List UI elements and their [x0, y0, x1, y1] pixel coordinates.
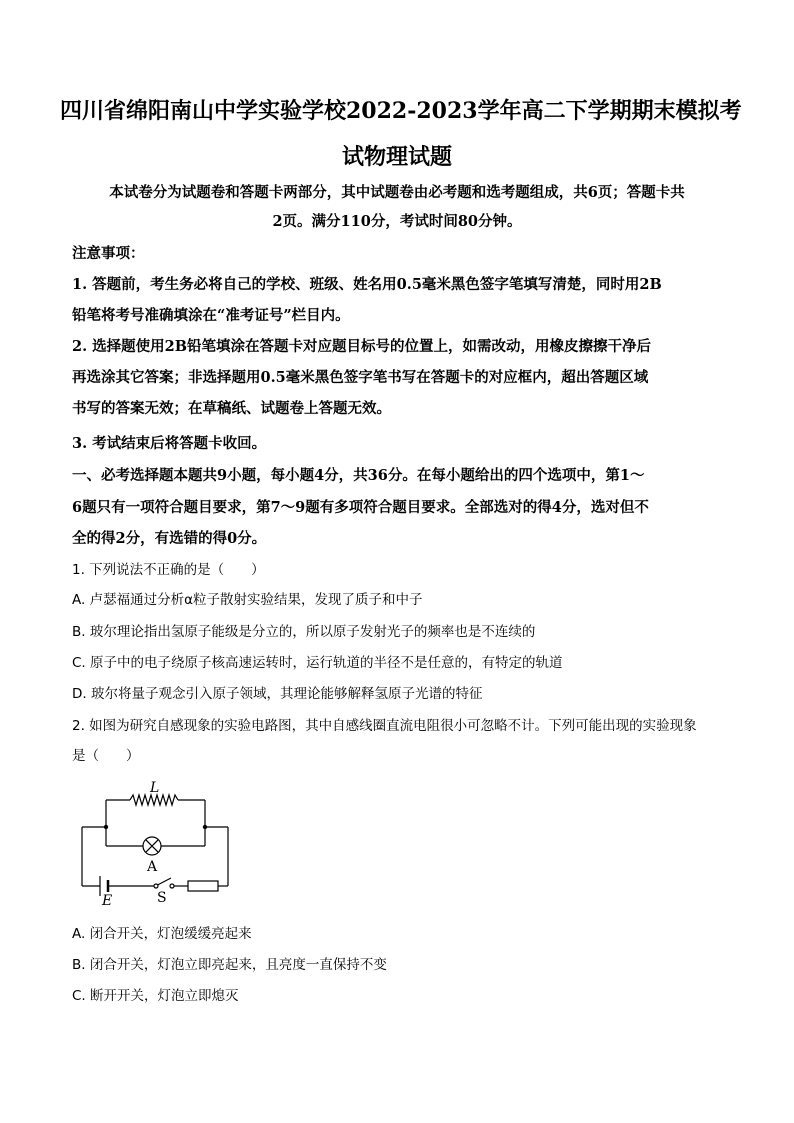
page-title-line1: 四川省绵阳南山中学实验学校2022-2023学年高二下学期期末模拟考	[60, 98, 742, 124]
notice-item1-line2: 铅笔将考号准确填涂在“准考证号”栏目内。	[72, 307, 350, 324]
lamp-icon	[143, 837, 161, 855]
q2-option-a: A. 闭合开关，灯泡缓缓亮起来	[72, 926, 252, 942]
section1-line3: 全的得2分，有选错的得0分。	[72, 530, 267, 547]
section1-line1: 一、必考选择题本题共9小题，每小题4分，共36分。在每小题给出的四个选项中，第1～	[72, 467, 645, 484]
notice-heading: 注意事项：	[72, 245, 145, 262]
notice-item1-line1: 1. 答题前，考生务必将自己的学校、班级、姓名用0.5毫米黑色签字笔填写清楚，同时用2B	[72, 276, 662, 293]
q2-stem-line1: 2. 如图为研究自感现象的实验电路图，其中自感线圈直流电阻很小可忽略不计。下列可能出现的实验现象	[72, 718, 697, 734]
notice-item2-line1: 2. 选择题使用2B铅笔填涂在答题卡对应题目标号的位置上，如需改动，用橡皮擦擦干净后	[72, 338, 652, 355]
switch-icon	[154, 878, 174, 888]
notice-item2-line3: 书写的答案无效；在草稿纸、试题卷上答题无效。	[72, 400, 391, 417]
circuit-diagram	[70, 775, 240, 910]
label-switch: S	[157, 890, 167, 906]
section1-line2: 6题只有一项符合题目要求，第7～9题有多项符合题目要求。全部选对的得4分，选对但不	[72, 499, 649, 516]
label-battery: E	[102, 893, 113, 909]
label-inductor: L	[150, 780, 160, 796]
notice-item2-line2: 再选涂其它答案；非选择题用0.5毫米黑色签字笔书写在答题卡的对应框内，超出答题区域	[72, 369, 649, 386]
resistor-icon	[188, 881, 218, 891]
label-lamp: A	[147, 859, 158, 875]
q2-option-b: B. 闭合开关，灯泡立即亮起来，且亮度一直保持不变	[72, 957, 387, 973]
intro-line2: 2页。满分110分，考试时间80分钟。	[272, 213, 522, 230]
q1-option-a: A. 卢瑟福通过分析α粒子散射实验结果，发现了质子和中子	[72, 592, 423, 608]
inductor-coil-icon	[130, 795, 178, 805]
q1-option-d: D. 玻尔将量子观念引入原子领域，其理论能够解释氢原子光谱的特征	[72, 686, 483, 702]
q1-option-b: B. 玻尔理论指出氢原子能级是分立的，所以原子发射光子的频率也是不连续的	[72, 624, 536, 640]
q2-stem-line2: 是（ ）	[72, 748, 140, 764]
q2-option-c: C. 断开开关，灯泡立即熄灭	[72, 988, 239, 1004]
page-title-line2: 试物理试题	[341, 144, 452, 170]
intro-line1: 本试卷分为试题卷和答题卡两部分，其中试题卷由必考题和选考题组成，共6页；答题卡共	[109, 184, 685, 201]
notice-item3: 3. 考试结束后将答题卡收回。	[72, 435, 267, 452]
q1-stem: 1. 下列说法不正确的是（ ）	[72, 562, 265, 578]
q1-option-c: C. 原子中的电子绕原子核高速运转时，运行轨道的半径不是任意的，有特定的轨道	[72, 655, 563, 671]
